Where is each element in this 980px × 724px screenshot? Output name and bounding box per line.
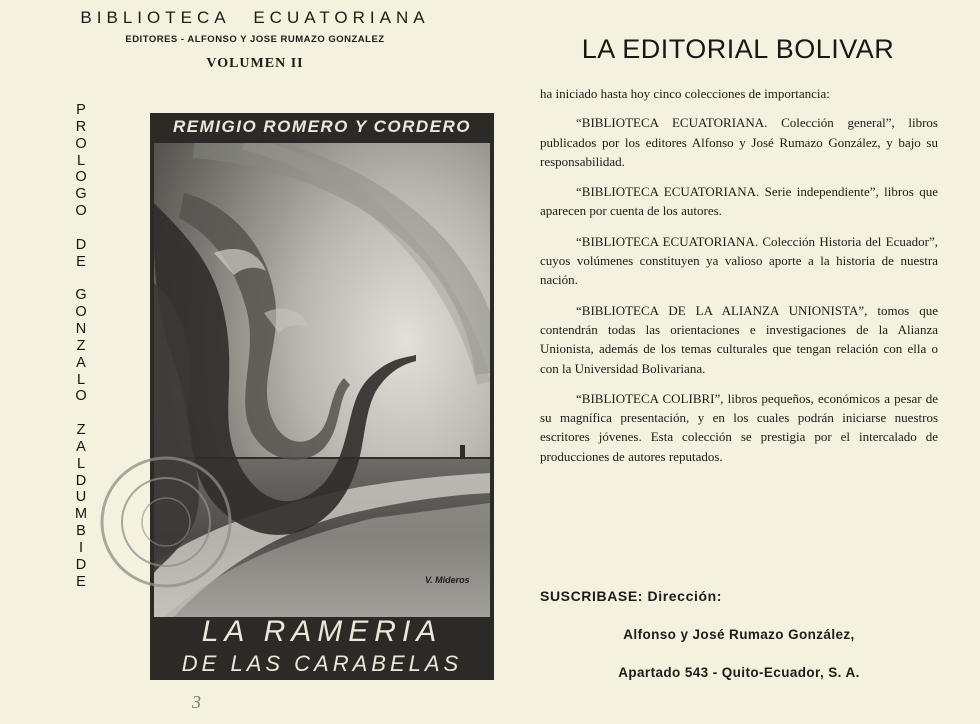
illustrator-signature: V. Mideros	[425, 575, 470, 585]
editors-line: EDITORES - ALFONSO Y JOSE RUMAZO GONZALEZ	[125, 34, 385, 45]
collections-text	[540, 84, 938, 477]
collection-paragraph-alianza: “BIBLIOTECA DE LA ALIANZA UNIONISTA”, tomos que contendrán todas las orientaciones e investigaciones de la Alianza Unionista, además de los temas culturales que tengan relación con ella o con la Universidad Bolivariana.	[540, 302, 938, 376]
editorial-title: LA EDITORIAL BOLIVAR	[581, 34, 895, 64]
handwritten-page-mark: 3	[192, 692, 201, 712]
address-line1: Alfonso y José Rumazo González,	[623, 627, 855, 642]
intro-paragraph: ha iniciado hasta hoy cinco colecciones de importancia:	[540, 86, 830, 101]
cover-title-line2: DE LAS CARABELAS	[181, 651, 463, 676]
cover-author: REMIGIO ROMERO Y CORDERO	[173, 117, 471, 136]
collection-paragraph-historia: “BIBLIOTECA ECUATORIANA. Colección Historia del Ecuador”, cuyos volúmenes constituyen ya valioso aporte a la historia de nuestra nación.	[540, 233, 938, 288]
book-cover	[150, 113, 494, 680]
subscribe-line: SUSCRIBASE: Dirección:	[540, 588, 723, 604]
collection-paragraph-colibri: “BIBLIOTECA COLIBRI”, libros pequeños, económicos a pesar de su magnífica presentación, y en los cuales podrán iniciarse nuestros escritores jóvenes. Esta colección se prestigia por el intercalado de producciones de autores reputados.	[540, 390, 938, 464]
series-title: BIBLIOTECA ECUATORIANA	[80, 8, 430, 27]
vertical-prologue-text: P R O L O G O D E G O N Z A L O Z A L D U M B I D E	[74, 102, 88, 590]
volume-label: VOLUMEN II	[206, 56, 304, 71]
collection-paragraph-general: “BIBLIOTECA ECUATORIANA. Colección general”, libros publicados por los editores Alfonso y José Rumazo González, y bajo su responsabilidad.	[540, 115, 938, 169]
address-line2: Apartado 543 - Quito-Ecuador, S. A.	[618, 665, 860, 680]
cover-title-line1: LA RAMERIA	[201, 615, 443, 648]
collection-paragraph-independiente: “BIBLIOTECA ECUATORIANA. Serie independiente”, libros que aparecen por cuenta de los autores.	[540, 184, 938, 219]
library-stamp-icon	[96, 452, 236, 592]
right-page	[526, 0, 950, 724]
